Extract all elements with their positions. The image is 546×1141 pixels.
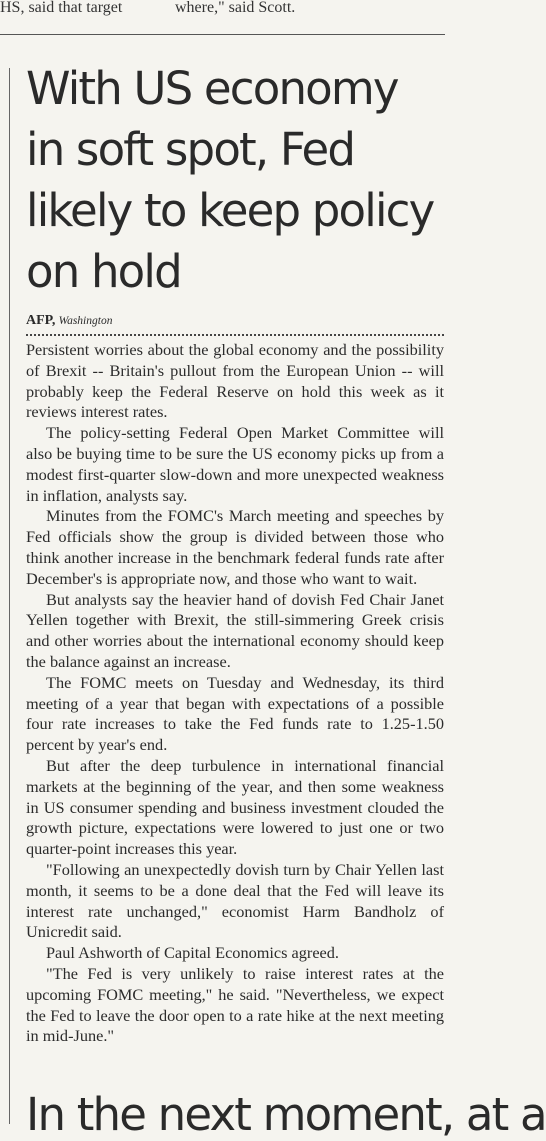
next-article-headline: In the next moment, at a [26, 1088, 546, 1141]
dotted-divider [26, 334, 444, 336]
article-paragraph: "Following an unexpectedly dovish turn by Chair Yellen last month, it seems to be a done deal that the Fed will leave its interest rate unchanged," economist Harm Bandholz of Unicredit said. [26, 859, 444, 942]
article-paragraph: But analysts say the heavier hand of dovish Fed Chair Janet Yellen together with Brexit, the still-simmering Greek crisis and other worries about the international economy should keep the balance against an increase. [26, 589, 444, 671]
article-paragraph: The policy-setting Federal Open Market Committee will also be buying time to be sure the US economy picks up from a modest first-quarter slow-down and more unexpected weakness in inflation, analysts say. [26, 423, 444, 505]
news-article [26, 58, 444, 1047]
byline-source: AFP, [26, 313, 56, 328]
article-paragraph: Persistent worries about the global economy and the possibility of Brexit -- Britain's pullout from the European Union -- will probably keep the Federal Reserve on hold this week as it reviews interest rates. [26, 340, 444, 422]
article-paragraph: Minutes from the FOMC's March meeting and speeches by Fed officials show the group is divided between those who think another increase in the benchmark federal funds rate after December's is appropriate now, and those who want to wait. [26, 506, 444, 588]
article-headline: With US economy in soft spot, Fed likely to keep policy on hold [26, 62, 434, 298]
previous-article-fragment [0, 0, 457, 22]
article-paragraph: The FOMC meets on Tuesday and Wednesday, its third meeting of a year that began with expectations of a possible four rate increases to take the Fed funds rate to 1.25-1.50 percent by year's end. [26, 672, 444, 755]
article-body [26, 340, 444, 1047]
previous-column-text: HS, said that target [0, 0, 123, 16]
section-divider [0, 34, 445, 35]
column-rule [9, 68, 10, 1124]
article-paragraph: But after the deep turbulence in international financial markets at the beginning of the year, and then some weakness in US consumer spending and business investment clouded the growth picture, expectations were lowered to just one or two quarter-point increases this year. [26, 755, 444, 859]
byline-location: Washington [58, 315, 113, 327]
article-paragraph: "The Fed is very unlikely to raise interest rates at the upcoming FOMC meeting," he said. "Nevertheless, we expect the Fed to leave the door open to a rate hike at the next meeting in mid-June." [26, 963, 444, 1046]
previous-column-text-right: where," said Scott. [175, 0, 296, 16]
article-paragraph: Paul Ashworth of Capital Economics agreed. [46, 943, 339, 963]
byline [26, 313, 444, 328]
